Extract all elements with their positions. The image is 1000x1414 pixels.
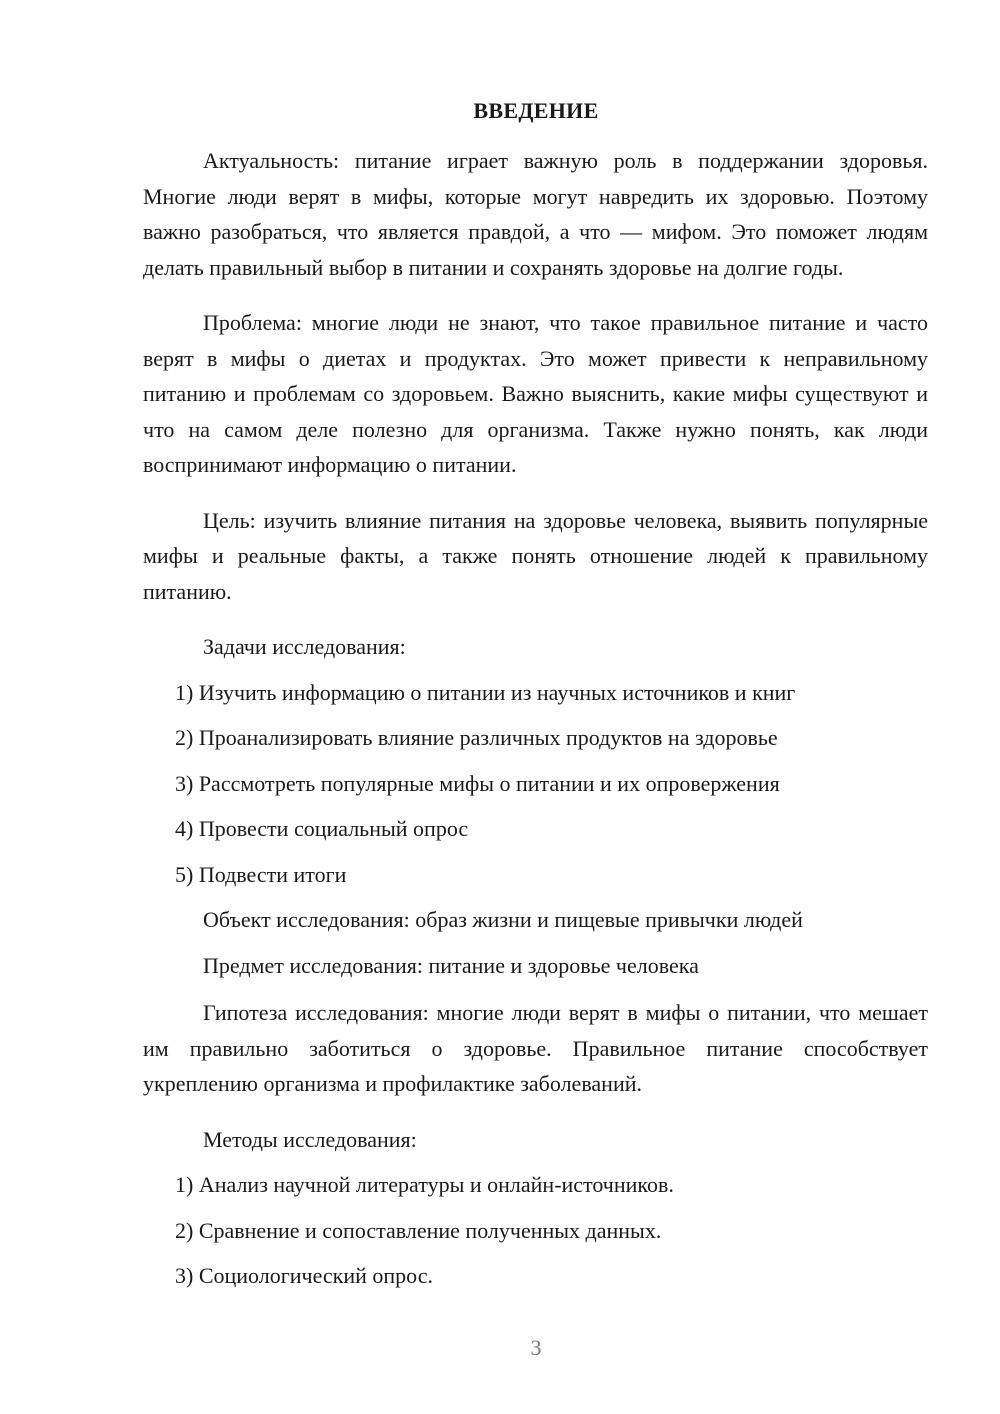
list-item: 3) Рассмотреть популярные мифы о питании и их опровержения [175,770,780,796]
tasks-heading: Задачи исследования: [203,634,406,659]
list-item: 1) Анализ научной литературы и онлайн-источников. [175,1172,674,1197]
hypothesis-paragraph: Гипотеза исследования: многие люди верят в мифы о питании, что мешает им правильно заботиться о здоровье. Правильное питание способствует укреплению организма и профилактике заболеваний. [143,1000,928,1096]
list-item: 2) Сравнение и сопоставление полученных данных. [175,1217,662,1243]
methods-list [143,1167,928,1294]
page-number: 3 [530,1335,542,1360]
list-item: 1) Изучить информацию о питании из научных источников и книг [175,679,796,705]
body-text [143,143,928,1304]
list-item: 3) Социологический опрос. [175,1263,433,1288]
section-title: ВВЕДЕНИЕ [473,98,599,123]
methods-heading: Методы исследования: [203,1126,417,1152]
list-item: 5) Подвести итоги [175,861,347,887]
research-subject: Предмет исследования: питание и здоровье человека [203,952,699,978]
list-item: 4) Провести социальный опрос [175,816,469,841]
goal-paragraph: Цель: изучить влияние питания на здоровье человека, выявить популярные мифы и реальные факты, а также понять отношение людей к правильному питанию. [143,507,928,604]
problem-paragraph: Проблема: многие люди не знают, что такое правильное питание и часто верят в мифы о диетах и продуктах. Это может привести к неправильному питанию и проблемам со здоровьем. Важно выяснить, какие мифы существуют и что на самом деле полезно для организма. Также нужно понять, как люди воспринимают информацию о питании. [143,310,928,477]
tasks-list [143,675,928,893]
research-object: Объект исследования: образ жизни и пищевые привычки людей [203,907,803,932]
relevance-paragraph: Актуальность: питание играет важную роль в поддержании здоровья. Многие люди верят в мифы, которые могут навредить их здоровью. Поэтому важно разобраться, что является правдой, а что — мифом. Это поможет людям делать правильный выбор в питании и сохранять здоровье на долгие годы. [143,148,928,280]
list-item: 2) Проанализировать влияние различных продуктов на здоровье [175,725,778,750]
